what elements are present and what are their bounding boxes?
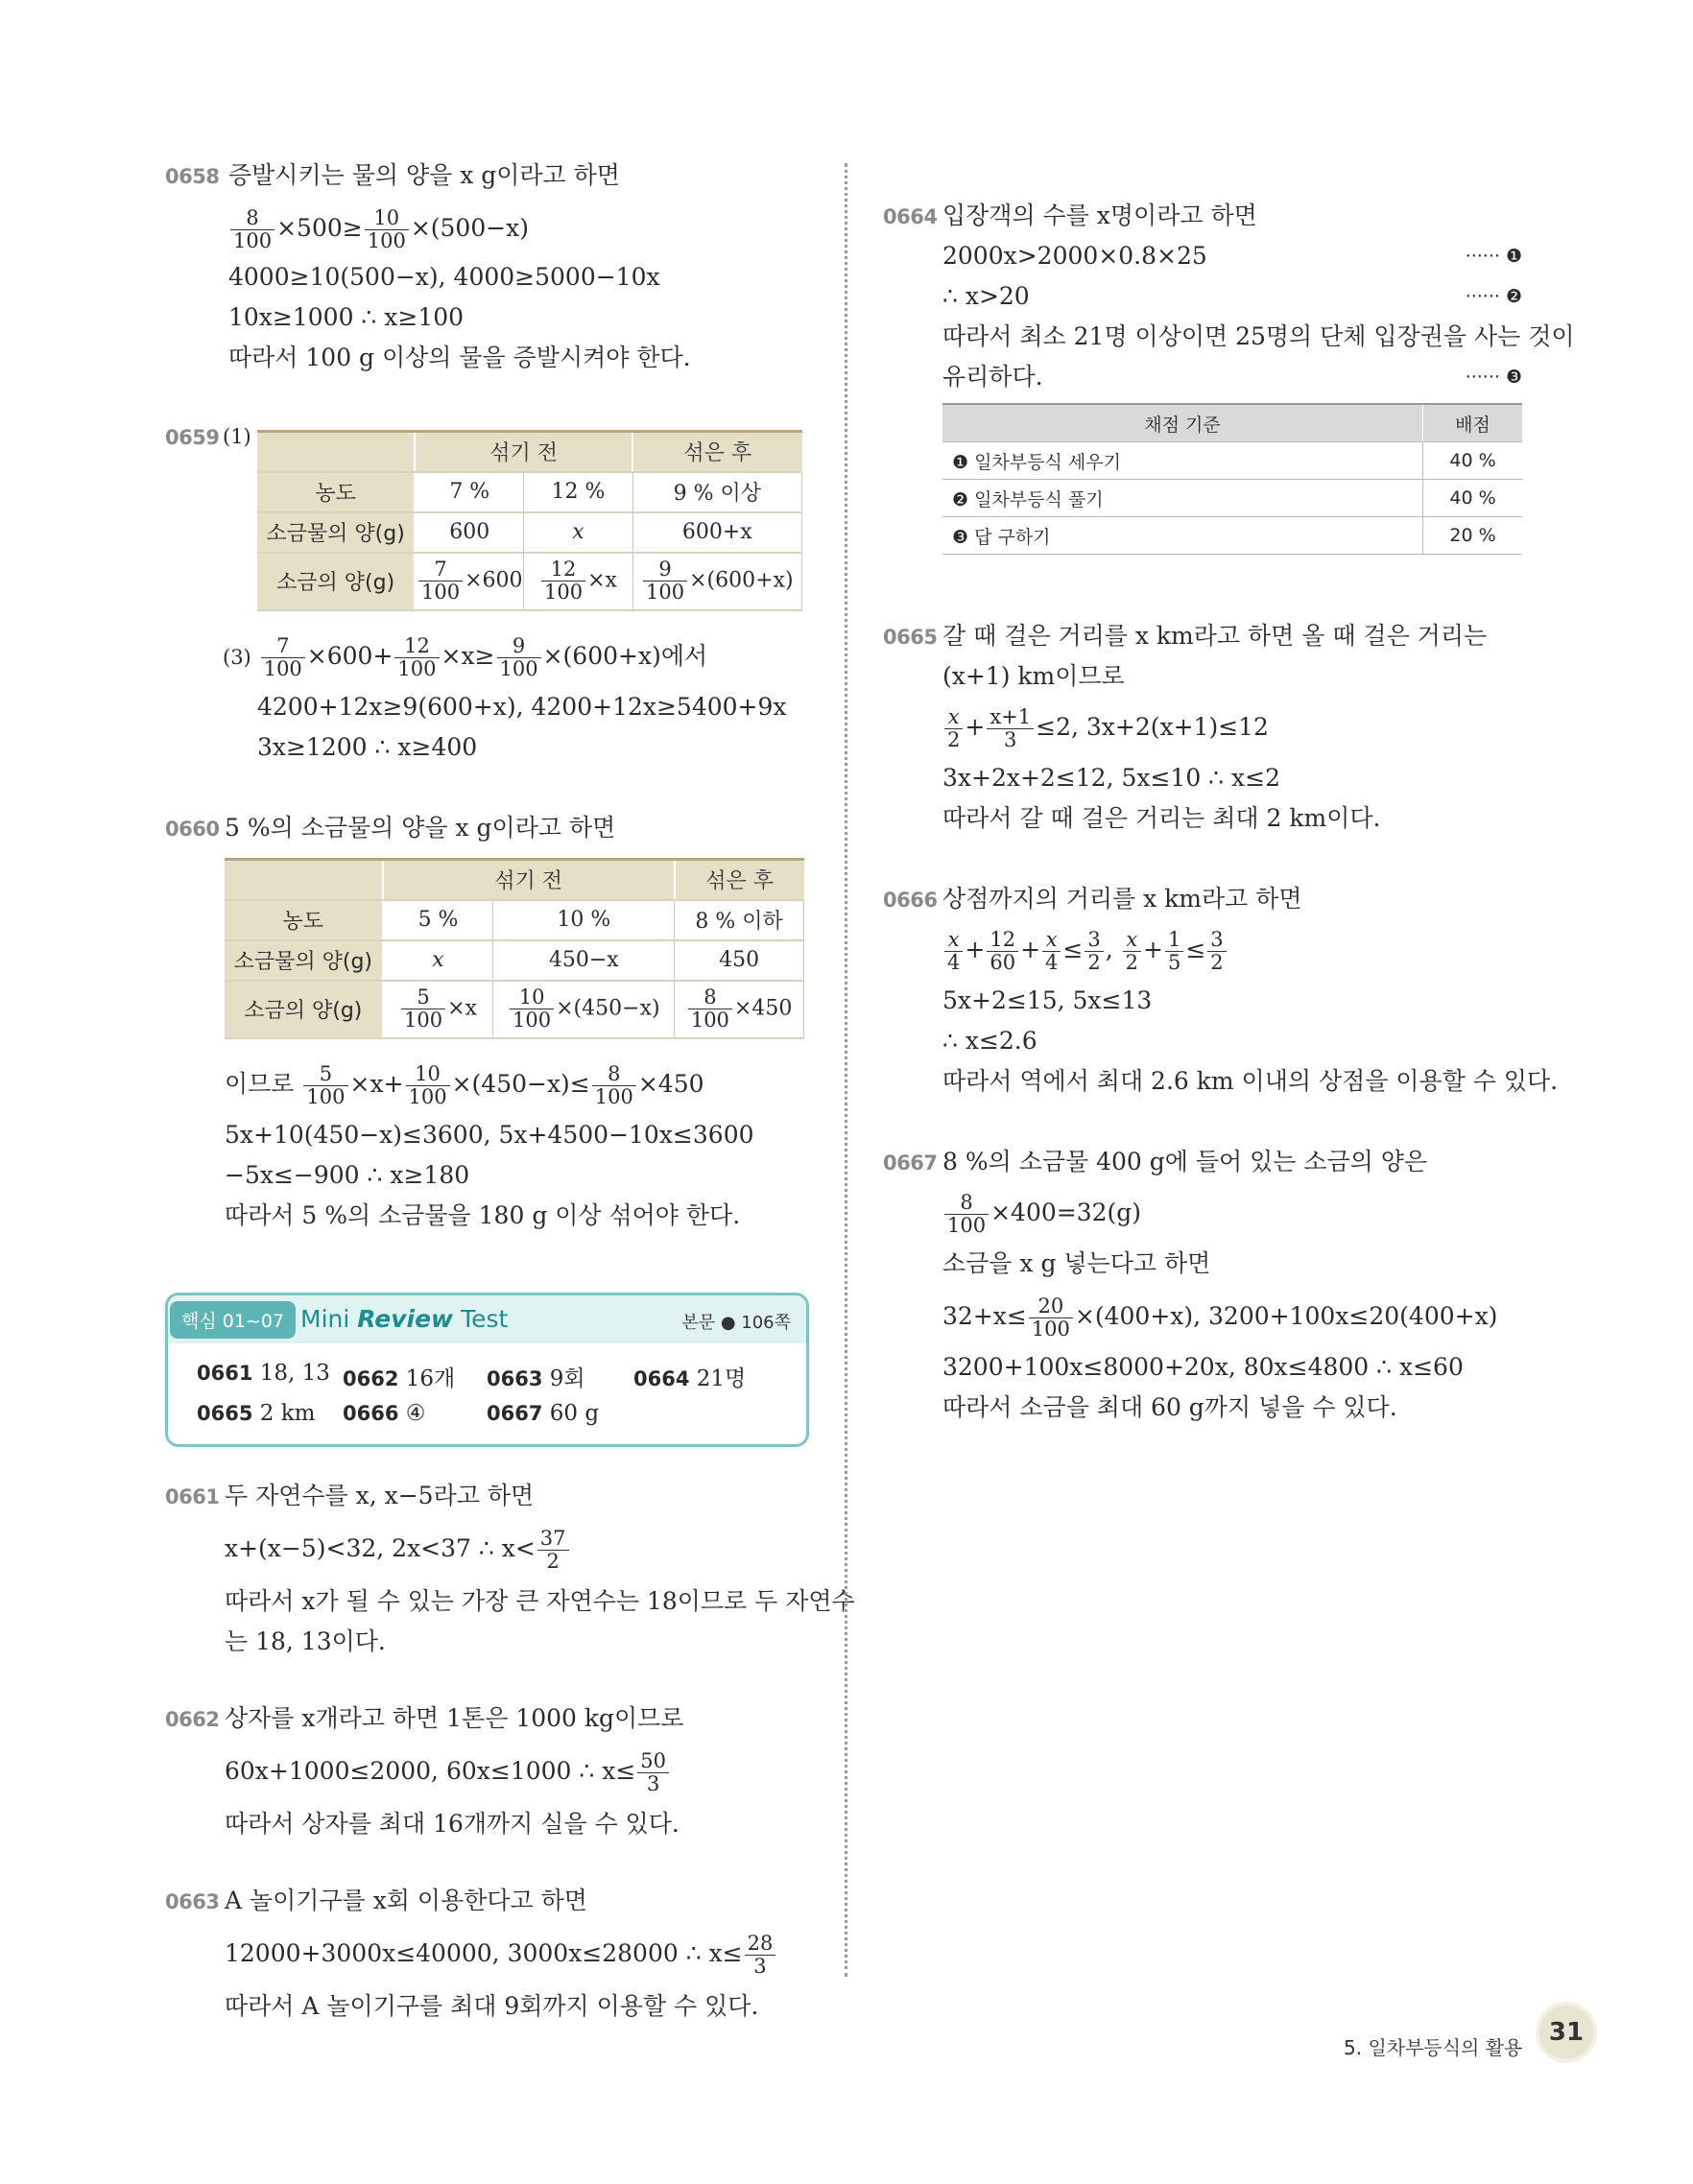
problem-0667 [883, 1148, 1536, 1436]
equation-line: −5x≤−900 ∴ x≥180 [225, 1161, 470, 1189]
problem-0660 [165, 814, 837, 1236]
grading-criteria: ❶ 일차부등식 세우기 [942, 442, 1423, 480]
equation-line: 3200+100x≤8000+20x, 80x≤4800 ∴ x≤60 [942, 1353, 1464, 1381]
equation-line: 12000+3000x≤40000, 3000x≤28000 ∴ x≤ $\frac{28}{3}$ [225, 1929, 777, 1979]
problem-number: 0666 [883, 889, 938, 912]
conclusion: 유리하다. [942, 363, 1043, 391]
text-line: 입장객의 수를 x명이라고 하면 [942, 202, 1257, 229]
problem-0665 [883, 622, 1536, 843]
step-marker: ······ ❸ [1465, 367, 1522, 388]
mini-review-title: Mini Review Test [300, 1305, 509, 1333]
text-line: A 놀이기구를 x회 이용한다고 하면 [225, 1887, 587, 1914]
cell: $\frac{8}{100}$ ×450 [675, 981, 804, 1038]
problem-number: 0665 [883, 626, 938, 649]
column-divider [845, 163, 847, 1977]
cell: 5 % [383, 900, 493, 940]
equation-line: ∴ x≤2.6 [942, 1027, 1037, 1055]
part-label: (1) [223, 425, 251, 448]
conclusion: 따라서 소금을 최대 60 g까지 넣을 수 있다. [942, 1393, 1397, 1421]
equation-line: $\frac{x}{4}$ + $\frac{12}{60}$ + $\frac{x}{4}$ ≤ $\frac{3}{2}$ , $\frac{x}{2}$ + $\frac{1}{5}$ ≤ $\frac{3}{2}$ [942, 925, 1228, 975]
text-line: 8 %의 소금물 400 g에 들어 있는 소금의 양은 [942, 1148, 1428, 1175]
text-line: (x+1) km이므로 [942, 662, 1125, 690]
row-label: 소금물의 양(g) [257, 512, 415, 553]
problem-number: 0659 [165, 426, 220, 449]
problem-0658 [165, 161, 837, 382]
cell: 8 % 이하 [675, 900, 804, 940]
cell: x [383, 940, 493, 981]
grading-points: 40 % [1423, 442, 1523, 480]
text-line: 두 자연수를 x, x−5라고 하면 [225, 1482, 535, 1509]
header-before: 섞기 전 [383, 860, 675, 900]
cell: $\frac{10}{100}$ ×(450−x) [493, 981, 675, 1038]
row-label: 농도 [257, 472, 415, 512]
conclusion: 따라서 갈 때 걸은 거리는 최대 2 km이다. [942, 804, 1381, 832]
equation-line: 4000≥10(500−x), 4000≥5000−10x [228, 263, 660, 291]
equation-line: (3) $\frac{7}{100}$ ×600+ $\frac{12}{100}$ ×x≥ $\frac{9}{100}$ ×(600+x)에서 [223, 634, 708, 680]
problem-0661 [165, 1482, 855, 1664]
grading-table [942, 403, 1522, 555]
header-before: 섞기 전 [415, 432, 632, 472]
problem-number: 0658 [165, 165, 220, 188]
cell: 450 [675, 940, 804, 981]
row-label: 소금의 양(g) [257, 553, 415, 610]
page-reference: 본문 ● 106쪽 [681, 1313, 791, 1333]
cell: x [524, 512, 632, 553]
page-number: 31 [1536, 2002, 1597, 2063]
problem-0662 [165, 1704, 837, 1848]
equation-line: 이므로 $\frac{5}{100}$ ×x+ $\frac{10}{100}$ ×(450−x)≤ $\frac{8}{100}$ ×450 [225, 1062, 704, 1108]
cell: 600+x [632, 512, 801, 553]
equation-line: 32+x≤ $\frac{20}{100}$ ×(400+x), 3200+100x≤20(400+x) [942, 1294, 1498, 1341]
cell: 450−x [493, 940, 675, 981]
problem-number: 0662 [165, 1708, 220, 1731]
cell: $\frac{12}{100}$ ×x [524, 553, 632, 610]
text-line: 증발시키는 물의 양을 x g이라고 하면 [228, 161, 620, 189]
equation-line: 60x+1000≤2000, 60x≤1000 ∴ x≤ $\frac{50}{3}$ [225, 1746, 671, 1796]
problem-0659 [165, 422, 837, 768]
cell: $\frac{7}{100}$ ×600 [415, 553, 524, 610]
cell: 7 % [415, 472, 524, 512]
grading-header-points: 배점 [1423, 404, 1523, 442]
equation-line: 5x+2≤15, 5x≤13 [942, 986, 1153, 1014]
equation-line: $\frac{8}{100}$ ×400=32(g) [942, 1188, 1141, 1238]
mini-review-test-box: 핵심 01~07 Mini Review Test 본문 ● 106쪽 0661 18, 13 0662 16개 0663 9회 0664 21명 0665 2 km 0666 ④ 0667 60 g [165, 1293, 809, 1447]
cell: 12 % [524, 472, 632, 512]
conclusion: 따라서 역에서 최대 2.6 km 이내의 상점을 이용할 수 있다. [942, 1067, 1559, 1095]
grading-header-criteria: 채점 기준 [942, 404, 1423, 442]
mixing-table-0659 [257, 430, 802, 611]
cell: $\frac{5}{100}$ ×x [383, 981, 493, 1038]
cell: 600 [415, 512, 524, 553]
conclusion: 따라서 5 %의 소금물을 180 g 이상 섞어야 한다. [225, 1201, 741, 1229]
conclusion: 따라서 100 g 이상의 물을 증발시켜야 한다. [228, 344, 691, 371]
row-label: 농도 [225, 900, 383, 940]
equation-line: 4200+12x≥9(600+x), 4200+12x≥5400+9x [257, 693, 787, 721]
equation-line: 5x+10(450−x)≤3600, 5x+4500−10x≤3600 [225, 1121, 754, 1149]
conclusion: 따라서 A 놀이기구를 최대 9회까지 이용할 수 있다. [225, 1992, 759, 2020]
text-line: 따라서 x가 될 수 있는 가장 큰 자연수는 18이므로 두 자연수 [225, 1587, 855, 1615]
header-after: 섞은 후 [632, 432, 801, 472]
header-after: 섞은 후 [675, 860, 804, 900]
text-line: 따라서 최소 21명 이상이면 25명의 단체 입장권을 사는 것이 [942, 322, 1575, 350]
text-line: 상점까지의 거리를 x km라고 하면 [942, 885, 1302, 913]
equation-line: ∴ x>20 [942, 282, 1030, 310]
grading-criteria: ❷ 일차부등식 풀기 [942, 480, 1423, 517]
step-marker: ······ ❶ [1465, 246, 1522, 267]
conclusion: 따라서 상자를 최대 16개까지 실을 수 있다. [225, 1810, 680, 1838]
section-tag: 핵심 01~07 [170, 1301, 296, 1339]
step-marker: ······ ❷ [1465, 286, 1522, 307]
cell: 10 % [493, 900, 675, 940]
problem-0664 [883, 202, 1575, 566]
chapter-footer: 5. 일차부등식의 활용 [1344, 2036, 1523, 2059]
row-label: 소금물의 양(g) [225, 940, 383, 981]
text-line: 5 %의 소금물의 양을 x g이라고 하면 [225, 814, 616, 842]
mixing-table-0660 [225, 858, 804, 1039]
text-line: 상자를 x개라고 하면 1톤은 1000 kg이므로 [225, 1704, 684, 1732]
equation-line: 10x≥1000 ∴ x≥100 [228, 303, 465, 331]
problem-0663 [165, 1887, 837, 2030]
equation-line: $\frac{8}{100}$ ×500≥ $\frac{10}{100}$ ×(500−x) [228, 203, 529, 253]
conclusion: 는 18, 13이다. [225, 1627, 386, 1655]
row-label: 소금의 양(g) [225, 981, 383, 1038]
equation-line: x+(x−5)<32, 2x<37 ∴ x< $\frac{37}{2}$ [225, 1524, 571, 1574]
equation-line: 3x+2x+2≤12, 5x≤10 ∴ x≤2 [942, 764, 1280, 792]
problem-number: 0661 [165, 1485, 220, 1508]
equation-line: 3x≥1200 ∴ x≥400 [257, 733, 478, 761]
problem-number: 0664 [883, 205, 938, 228]
text-line: 갈 때 걸은 거리를 x km라고 하면 올 때 걸은 거리는 [942, 622, 1488, 650]
grading-points: 40 % [1423, 480, 1523, 517]
problem-0666 [883, 885, 1559, 1105]
equation-line: $\frac{x}{2}$ + $\frac{x+1}{3}$ ≤2, 3x+2(x+1)≤12 [942, 702, 1269, 752]
problem-number: 0663 [165, 1890, 220, 1913]
cell: $\frac{9}{100}$ ×(600+x) [632, 553, 801, 610]
text-line: 소금을 x g 넣는다고 하면 [942, 1249, 1211, 1277]
equation-line: 2000x>2000×0.8×25 [942, 242, 1207, 270]
problem-number: 0667 [883, 1151, 938, 1175]
problem-number: 0660 [165, 818, 220, 841]
grading-criteria: ❸ 답 구하기 [942, 517, 1423, 555]
cell: 9 % 이상 [632, 472, 801, 512]
grading-points: 20 % [1423, 517, 1523, 555]
mini-review-header [168, 1295, 806, 1343]
